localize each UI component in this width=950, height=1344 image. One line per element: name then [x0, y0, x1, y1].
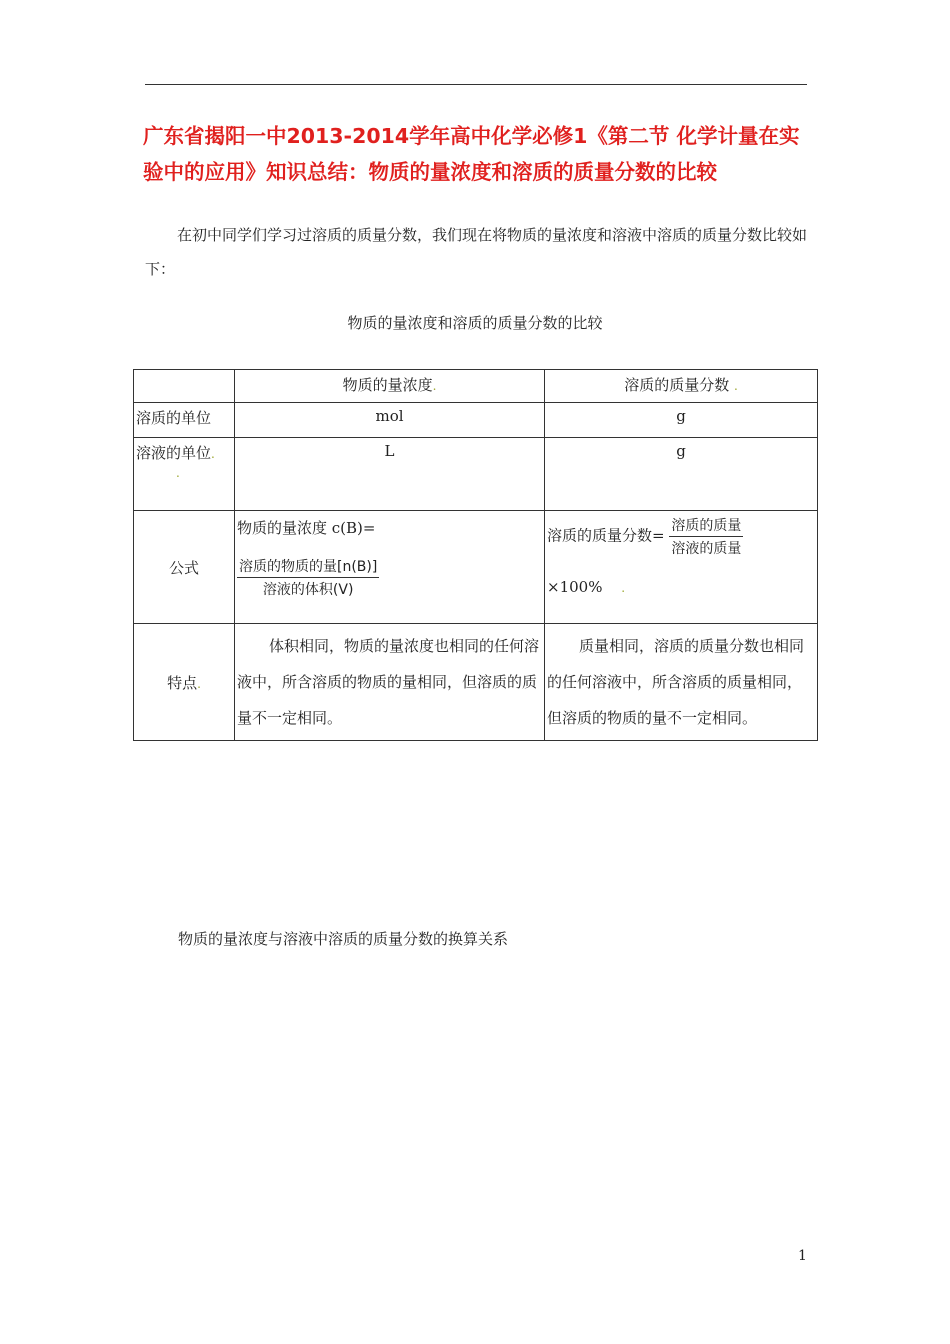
edit-mark: .: [197, 676, 201, 691]
mass-fraction-denominator: 溶液的质量: [671, 541, 742, 557]
mass-fraction-formula-label: 溶质的质量分数=: [547, 526, 665, 545]
table-row: [134, 438, 818, 511]
row-label-solution-unit: 溶液的单位. .: [134, 438, 235, 511]
intro-paragraph: 在初中同学们学习过溶质的质量分数，我们现在将物质的量浓度和溶液中溶质的质量分数比较如下：: [145, 226, 808, 278]
header-cell-molarity: 物质的量浓度.: [235, 370, 545, 403]
edit-mark: .: [432, 379, 437, 393]
molarity-fraction: [237, 556, 379, 599]
table-row: [134, 511, 818, 624]
cell-formula-mass-fraction: [545, 511, 818, 624]
document-title: 广东省揭阳一中2013-2014学年高中化学必修1《第二节 化学计量在实验中的应用》知识总结：物质的量浓度和溶质的质量分数的比较: [143, 124, 800, 184]
mass-fraction-fraction: [669, 515, 743, 558]
row-label-solute-unit: 溶质的单位: [134, 403, 235, 438]
cell-solute-unit-molarity: mol: [235, 403, 545, 438]
cell-solution-unit-molarity: L: [235, 438, 545, 511]
percent-factor: ×100%: [547, 578, 603, 596]
molarity-numerator: 溶质的物质的量[n(B)]: [237, 556, 379, 578]
mass-fraction-numerator: 溶质的质量: [669, 515, 743, 537]
edit-mark: .: [621, 581, 626, 595]
header-cell-mass-fraction: 溶质的质量分数 .: [545, 370, 818, 403]
table-caption: 物质的量浓度和溶质的质量分数的比较: [347, 314, 603, 332]
conversion-heading: 物质的量浓度与溶液中溶质的质量分数的换算关系: [178, 930, 509, 948]
header-cell-empty: [134, 370, 235, 403]
page-number: 1: [798, 1248, 807, 1264]
cell-characteristics-mass-fraction: 质量相同，溶质的质量分数也相同的任何溶液中，所含溶质的质量相同，但溶质的物质的量不一定相同。: [545, 624, 818, 741]
table-header-row: [134, 370, 818, 403]
molarity-formula-label: 物质的量浓度 c(B)=: [237, 519, 376, 537]
cell-formula-molarity: [235, 511, 545, 624]
molarity-denominator: 溶液的体积(V): [262, 582, 354, 598]
table-row: [134, 624, 818, 741]
cell-solution-unit-mass-fraction: g: [545, 438, 818, 511]
edit-mark: .: [211, 447, 215, 461]
row-label-formula: 公式: [134, 511, 235, 624]
table-row: [134, 403, 818, 438]
comparison-table: [133, 369, 818, 741]
cell-solute-unit-mass-fraction: g: [545, 403, 818, 438]
row-label-characteristics: 特点.: [134, 624, 235, 741]
cell-characteristics-molarity: 体积相同，物质的量浓度也相同的任何溶液中，所含溶质的物质的量相同，但溶质的质量不一定相同。: [235, 624, 545, 741]
edit-mark: .: [733, 379, 738, 393]
edit-mark: .: [176, 466, 180, 480]
header-rule: [145, 84, 807, 85]
